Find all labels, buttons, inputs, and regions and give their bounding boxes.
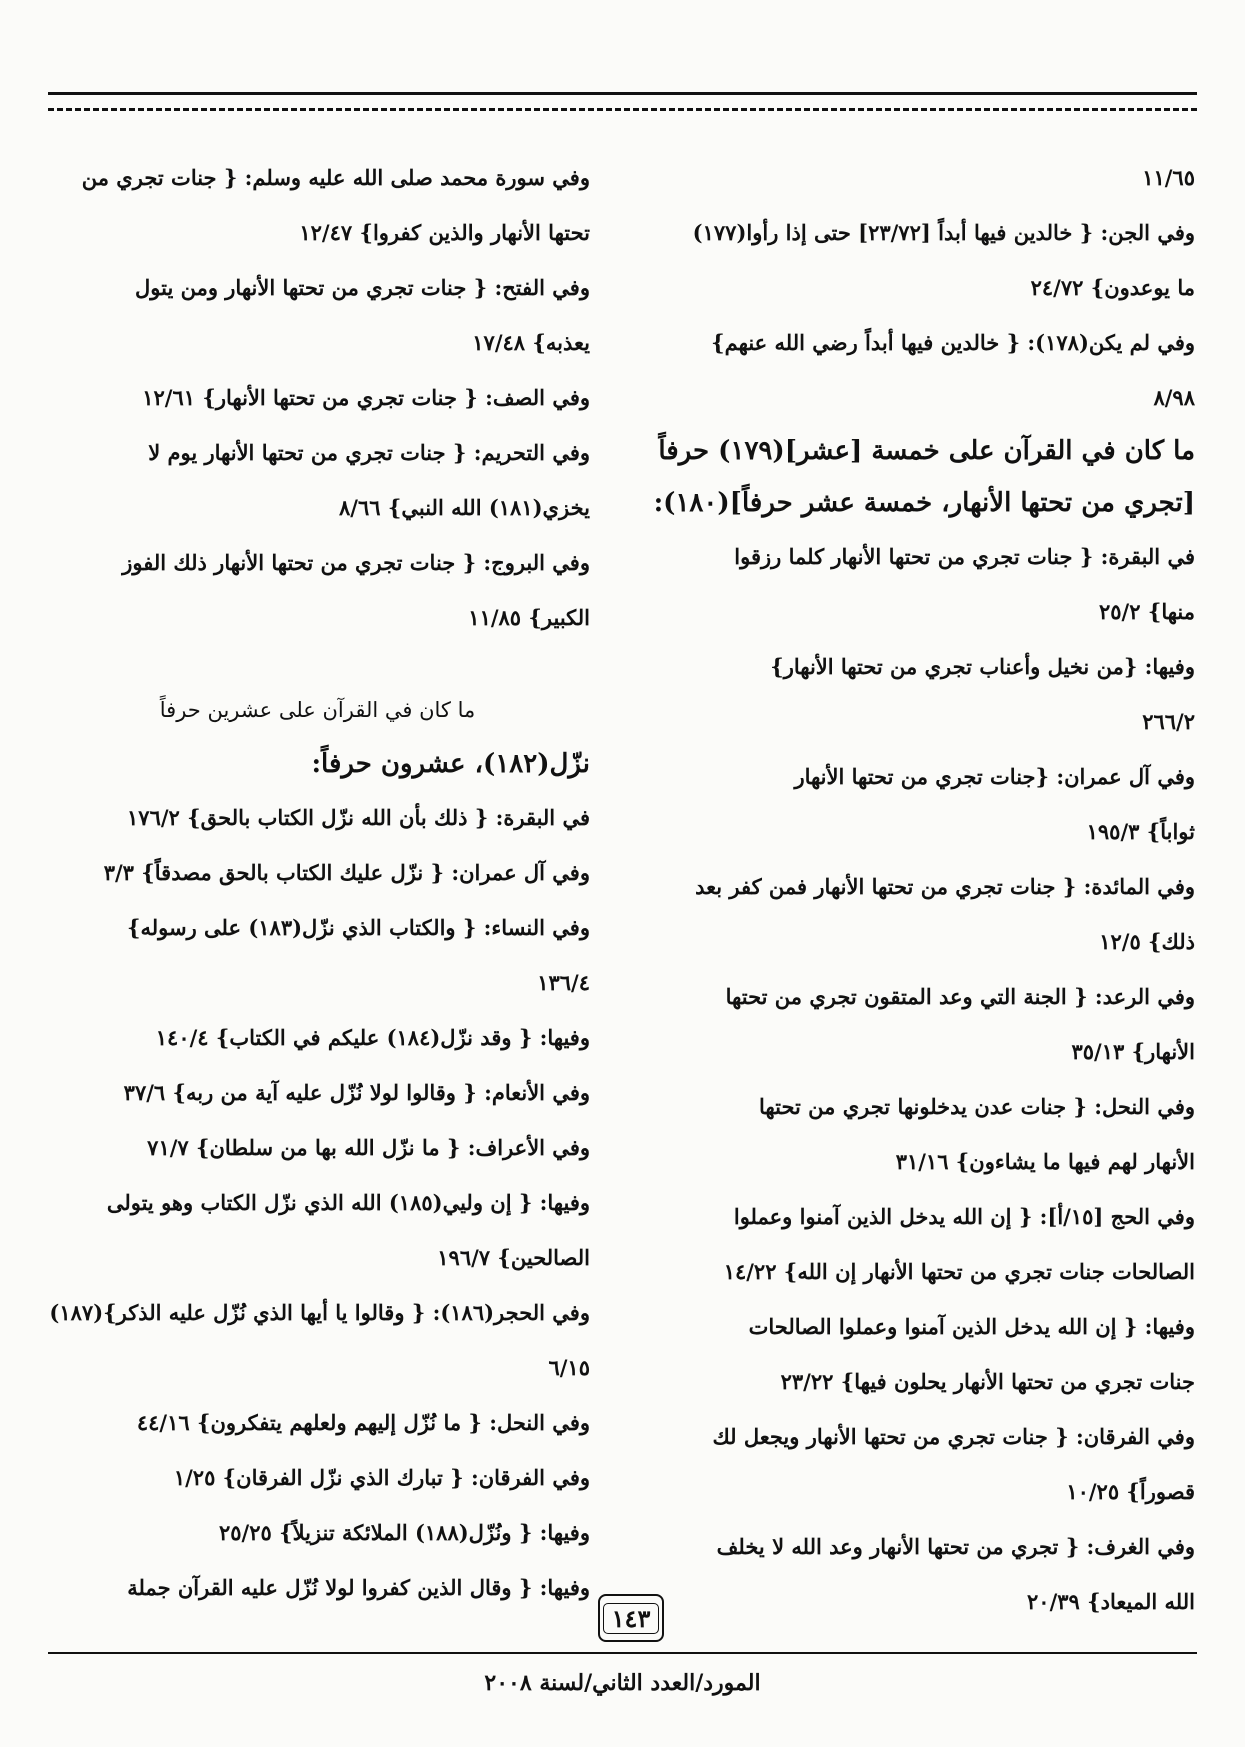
text-line: الصالحات جنات تجري من تحتها الأنهار إن الله} ١٤/٢٢ xyxy=(723,1259,1195,1284)
text-line: الله الميعاد} ٢٠/٣٩ xyxy=(1027,1589,1195,1614)
text-line: ١٣٦/٤ xyxy=(537,970,590,995)
text-line: وفي المائدة: { جنات تجري من تحتها الأنهار فمن كفر بعد xyxy=(695,874,1195,899)
text-line: وفي الحج [١٥/أ]: { إن الله يدخل الذين آمنوا وعملوا xyxy=(733,1204,1195,1229)
text-line: وفيها: {من نخيل وأعناب تجري من تحتها الأنهار} xyxy=(770,654,1195,679)
page-number-box xyxy=(598,1594,664,1642)
text-line: الأنهار} ٣٥/١٣ xyxy=(1071,1039,1195,1064)
text-line: وفي النحل: { جنات عدن يدخلونها تجري من تحتها xyxy=(759,1094,1195,1119)
text-line: قصوراً} ١٠/٢٥ xyxy=(1066,1479,1195,1504)
text-line: في البقرة: { جنات تجري من تحتها الأنهار كلما رزقوا xyxy=(734,544,1195,569)
text-line: وفي الرعد: { الجنة التي وعد المتقون تجري من تحتها xyxy=(725,984,1195,1009)
text-line: وفي الصف: { جنات تجري من تحتها الأنهار} ١٢/٦١ xyxy=(142,385,590,410)
text-line: ٢٦٦/٢ xyxy=(1142,709,1195,734)
text-line: تحتها الأنهار والذين كفروا} ١٢/٤٧ xyxy=(299,220,590,245)
right-column xyxy=(650,150,1195,1629)
text-line: وفي التحريم: { جنات تجري من تحتها الأنهار يوم لا xyxy=(148,440,590,465)
text-line: وفيها: { إن الله يدخل الذين آمنوا وعملوا الصالحات xyxy=(748,1314,1195,1339)
text-line: وفي آل عمران: { نزّل عليك الكتاب بالحق مصدقاً} ٣/٣ xyxy=(103,860,590,885)
text-line: الصالحين} ١٩٦/٧ xyxy=(437,1245,590,1270)
text-line: وفي لم يكن(١٧٨): { خالدين فيها أبداً رضي الله عنهم} xyxy=(711,330,1195,355)
text-line: جنات تجري من تحتها الأنهار يحلون فيها} ٢٣/٢٢ xyxy=(780,1369,1195,1394)
text-line: ذلك} ١٢/٥ xyxy=(1099,929,1195,954)
text-line: وفي النساء: { والكتاب الذي نزّل(١٨٣) على رسوله} xyxy=(126,915,590,940)
text-line: وفي آل عمران: {جنات تجري من تحتها الأنهار xyxy=(794,764,1195,789)
section-heading: [تجري من تحتها الأنهار، خمسة عشر حرفاً](١٨٠): xyxy=(653,488,1195,518)
text-line: الأنهار لهم فيها ما يشاءون} ٣١/١٦ xyxy=(895,1149,1195,1174)
text-line: وفي الأنعام: { وقالوا لولا نُزّل عليه آية من ربه} ٣٧/٦ xyxy=(123,1080,590,1105)
text-line: وفي النحل: { ما نُزّل إليهم ولعلهم يتفكرون} ٤٤/١٦ xyxy=(136,1410,590,1435)
text-line: وفيها: { ونُزّل(١٨٨) الملائكة تنزيلاً} ٢٥/٢٥ xyxy=(218,1520,590,1545)
text-line: ما يوعدون} ٢٤/٧٢ xyxy=(1030,275,1195,300)
page-number: ١٤٣ xyxy=(603,1603,660,1634)
text-line: وفي سورة محمد صلى الله عليه وسلم: { جنات تجري من xyxy=(81,165,590,190)
text-line: وفي الجن: { خالدين فيها أبداً [٢٣/٧٢] حتى إذا رأوا(١٧٧) xyxy=(692,220,1195,245)
left-column xyxy=(45,150,590,1615)
section-gap xyxy=(45,645,590,683)
text-line: ٨/٩٨ xyxy=(1153,385,1195,410)
text-line: في البقرة: { ذلك بأن الله نزّل الكتاب بالحق} ١٧٦/٢ xyxy=(127,805,590,830)
text-line: وفي الغرف: { تجري من تحتها الأنهار وعد الله لا يخلف xyxy=(716,1534,1195,1559)
top-rule xyxy=(48,92,1197,95)
text-line: وفي الفرقان: { جنات تجري من تحتها الأنهار ويجعل لك xyxy=(712,1424,1195,1449)
text-line: منها} ٢٥/٢ xyxy=(1099,599,1195,624)
text-line: وفي الحجر(١٨٦): { وقالوا يا أيها الذي نُزّل عليه الذكر}(١٨٧) xyxy=(49,1300,590,1325)
text-line: وفي الفتح: { جنات تجري من تحتها الأنهار ومن يتول xyxy=(135,275,590,300)
text-line: وفيها: { وقد نزّل(١٨٤) عليكم في الكتاب} ١٤٠/٤ xyxy=(155,1025,590,1050)
bottom-rule xyxy=(48,1652,1197,1654)
text-line: وفي الأعراف: { ما نزّل الله بها من سلطان} ٧١/٧ xyxy=(147,1135,590,1160)
text-line: وفيها: { وقال الذين كفروا لولا نُزّل عليه القرآن جملة xyxy=(127,1575,590,1600)
text-line: وفي البروج: { جنات تجري من تحتها الأنهار ذلك الفوز xyxy=(122,550,590,575)
text-line: ثواباً} ١٩٥/٣ xyxy=(1086,819,1195,844)
section-heading: ما كان في القرآن على خمسة [عشر](١٧٩) حرفاً xyxy=(658,436,1195,466)
text-line: وفيها: { إن وليي(١٨٥) الله الذي نزّل الكتاب وهو يتولى xyxy=(106,1190,590,1215)
text-line: ١١/٦٥ xyxy=(1142,165,1195,190)
text-line: يخزي(١٨١) الله النبي} ٨/٦٦ xyxy=(339,495,590,520)
text-line: ٦/١٥ xyxy=(548,1355,590,1380)
text-line: يعذبه} ١٧/٤٨ xyxy=(472,330,590,355)
top-dashed-rule xyxy=(48,108,1197,111)
text-line: وفي الفرقان: { تبارك الذي نزّل الفرقان} ١/٢٥ xyxy=(173,1465,590,1490)
text-line: الكبير} ١١/٨٥ xyxy=(468,605,590,630)
section-heading: نزّل(١٨٢)، عشرون حرفاً: xyxy=(311,749,590,779)
section-subheading: ما كان في القرآن على عشرين حرفاً xyxy=(159,698,476,722)
journal-footer: المورد/العدد الثاني/لسنة ٢٠٠٨ xyxy=(484,1670,761,1696)
